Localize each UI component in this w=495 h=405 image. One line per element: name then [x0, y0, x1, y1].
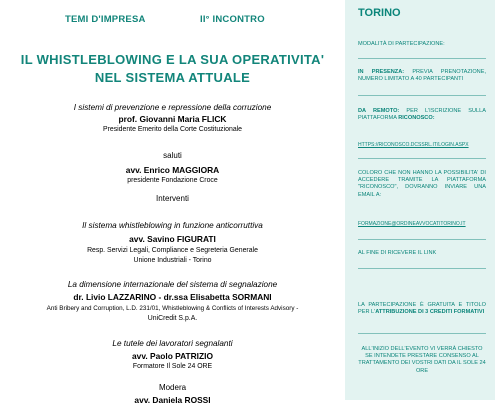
in-person-info [358, 69, 486, 83]
registration-link[interactable]: HTTPS://RICONOSCO.DCSSRL.IT/LOGIN.ASPX [358, 142, 469, 148]
intro-topic: I sistemi di prevenzione e repressione della corruzione [73, 103, 272, 112]
moderator-label: Modera [158, 383, 187, 392]
credits-text: LA PARTECIPAZIONE È GRATUITA E TITOLO PER L' [358, 302, 486, 316]
participation-heading: MODALITÀ DI PARTECIPAZIONE: [358, 41, 445, 47]
moderator-speaker: avv. Daniela ROSSI [134, 395, 211, 405]
divider [358, 333, 486, 334]
saluti-label: saluti [163, 151, 182, 160]
remote-text: PER L'ISCRIZIONE SULLA PIATTAFORMA [358, 108, 486, 122]
email-instructions: COLORO CHE NON HANNO LA POSSIBILITA' DI ACCEDERE TRAMITE LA PIATTAFORMA "RICONOSCO", DOVRANNO INVIARE UNA EMAIL A: [358, 170, 486, 198]
divider [358, 58, 486, 59]
divider [358, 158, 486, 159]
link-note: AL FINE DI RICEVERE IL LINK [358, 250, 437, 256]
intro-speaker: prof. Giovanni Maria FLICK [118, 114, 227, 124]
event-title-line2: NEL SISTEMA ATTUALE [94, 70, 251, 85]
talk2-topic: La dimensione internazionale del sistema di segnalazione [67, 280, 278, 289]
meeting-number: II° INCONTRO [200, 14, 265, 25]
platform-name: RICONOSCO [398, 115, 433, 122]
remote-label: DA REMOTO: [358, 108, 400, 114]
intro-role: Presidente Emerito della Corte Costituzionale [102, 126, 243, 133]
saluti-speaker: avv. Enrico MAGGIORA [125, 165, 220, 175]
in-person-text: PREVIA PRENOTAZIONE, NUMERO LIMITATO A 40 PARTECIPANTI [358, 69, 486, 83]
talk1-topic: Il sistema whistleblowing in funzione anticorruttiva [82, 221, 263, 230]
event-title-line1: IL WHISTLEBLOWING E LA SUA OPERATIVITA' [20, 52, 325, 67]
series-label: TEMI D'IMPRESA [65, 14, 146, 25]
talk3-topic: Le tutele dei lavoratori segnalanti [112, 339, 233, 348]
divider [358, 268, 486, 269]
credits-info [358, 302, 486, 316]
divider [358, 95, 486, 96]
divider [358, 239, 486, 240]
consent-note: ALL'INIZIO DELL'EVENTO VI VERRÀ CHIESTO SE INTENDETE PRESTARE CONSENSO AL TRATTAMENTO DEI VOSTRI DATI DA IL SOLE 24 ORE [358, 346, 486, 374]
talk1-speaker: avv. Savino FIGURATI [129, 234, 216, 244]
email-link[interactable]: FORMAZIONE@ORDINEAVVOCATITORINO.IT [358, 221, 466, 227]
talk1-role-line1: Resp. Servizi Legali, Compliance e Segreteria Generale [87, 247, 258, 254]
in-person-label: IN PRESENZA: [358, 69, 405, 75]
remote-colon: : [432, 115, 435, 122]
credits-highlight: ATTRIBUZIONE DI 3 CREDITI FORMATIVI [375, 309, 485, 316]
talk2-role-line1: Anti Bribery and Corruption, L.D. 231/01, Whistleblowing & Conflicts of Interests Advisory - [46, 305, 299, 312]
talk2-role-line2: UniCredit S.p.A. [147, 315, 198, 322]
talk3-role: Formatore Il Sole 24 ORE [132, 363, 213, 370]
info-sidebar [345, 0, 495, 400]
interventi-label: Interventi [156, 194, 189, 203]
talk3-speaker: avv. Paolo PATRIZIO [132, 351, 213, 361]
saluti-role: presidente Fondazione Croce [127, 177, 218, 184]
remote-info [358, 108, 486, 122]
city-label: TORINO [358, 7, 401, 19]
talk2-speakers: dr. Livio LAZZARINO - dr.ssa Elisabetta SORMANI [73, 292, 272, 302]
talk1-role-line2: Unione Industriali - Torino [133, 257, 212, 264]
